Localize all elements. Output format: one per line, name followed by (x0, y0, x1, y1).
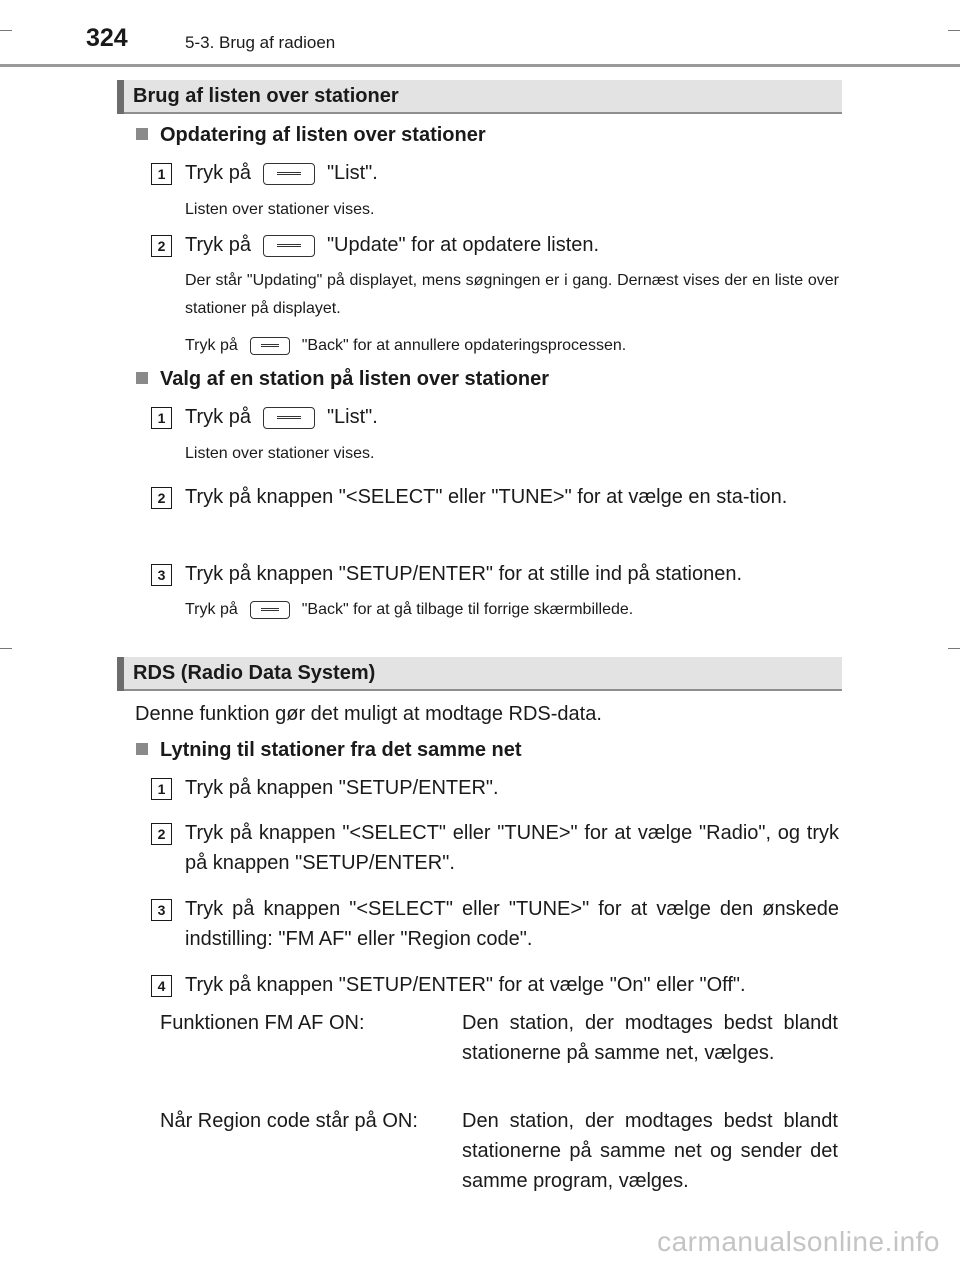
step-number: 1 (151, 163, 172, 185)
step-number: 3 (151, 899, 172, 921)
crop-mark (948, 30, 960, 31)
watermark: carmanualsonline.info (657, 1226, 940, 1257)
page-number: 324 (86, 24, 128, 52)
step-number: 2 (151, 823, 172, 845)
step-text: Tryk på knappen "<SELECT" eller "TUNE>" for at vælge "Radio", og tryk på knappen "SETUP/ENTER". (185, 822, 839, 874)
step-text: Tryk på "List". (185, 162, 378, 184)
subheading-update-list: Opdatering af listen over stationer (136, 124, 486, 147)
step-note: Tryk på "Back" for at gå tilbage til forrige skærmbillede. (185, 601, 634, 618)
step-note: Tryk på "Back" for at annullere opdateringsprocessen. (185, 337, 627, 354)
preset-button-icon (263, 407, 315, 429)
square-bullet-icon (136, 743, 148, 755)
step-number: 1 (151, 778, 172, 800)
definition-description: Den station, der modtages bedst blandt stationerne på samme net, vælges. (462, 1012, 838, 1064)
preset-button-icon (250, 337, 290, 355)
definition-label: Funktionen FM AF ON: (160, 1012, 365, 1034)
subheading-select-station: Valg af en station på listen over stationer (136, 368, 549, 391)
step-text: Tryk på knappen "SETUP/ENTER" for at vælge "On" eller "Off". (185, 974, 746, 996)
crop-mark (948, 648, 960, 649)
step-text: Tryk på "List". (185, 406, 378, 428)
step-text: Tryk på knappen "SETUP/ENTER". (185, 777, 499, 799)
preset-button-icon (263, 163, 315, 185)
section-heading-rds: RDS (Radio Data System) (117, 657, 842, 691)
crop-mark (0, 30, 12, 31)
definition-label: Når Region code står på ON: (160, 1110, 418, 1132)
definition-description: Den station, der modtages bedst blandt stationerne på samme net og sender det samme program, vælges. (462, 1110, 838, 1192)
preset-button-icon (250, 601, 290, 619)
step-number: 4 (151, 975, 172, 997)
crop-mark (0, 648, 12, 649)
step-note: Listen over stationer vises. (185, 445, 375, 462)
step-number: 2 (151, 235, 172, 257)
chapter-title: 5-3. Brug af radioen (185, 33, 336, 52)
step-text: Tryk på knappen "<SELECT" eller "TUNE>" for at vælge en sta-tion. (185, 486, 788, 508)
subheading-same-network: Lytning til stationer fra det samme net (136, 739, 522, 762)
header-rule (0, 64, 960, 67)
step-text: Tryk på "Update" for at opdatere listen. (185, 234, 600, 256)
section-heading-station-list: Brug af listen over stationer (117, 80, 842, 114)
step-note: Listen over stationer vises. (185, 201, 375, 218)
step-note: Der står "Updating" på displayet, mens søgningen er i gang. Dernæst vises der en liste over stationer på displayet. (185, 272, 839, 317)
square-bullet-icon (136, 128, 148, 140)
step-number: 1 (151, 407, 172, 429)
step-number: 3 (151, 564, 172, 586)
preset-button-icon (263, 235, 315, 257)
step-text: Tryk på knappen "SETUP/ENTER" for at stille ind på stationen. (185, 563, 743, 585)
square-bullet-icon (136, 372, 148, 384)
step-text: Tryk på knappen "<SELECT" eller "TUNE>" for at vælge den ønskede indstilling: "FM AF" eller "Region code". (185, 898, 839, 950)
section-intro: Denne funktion gør det muligt at modtage RDS-data. (135, 703, 602, 725)
step-number: 2 (151, 487, 172, 509)
